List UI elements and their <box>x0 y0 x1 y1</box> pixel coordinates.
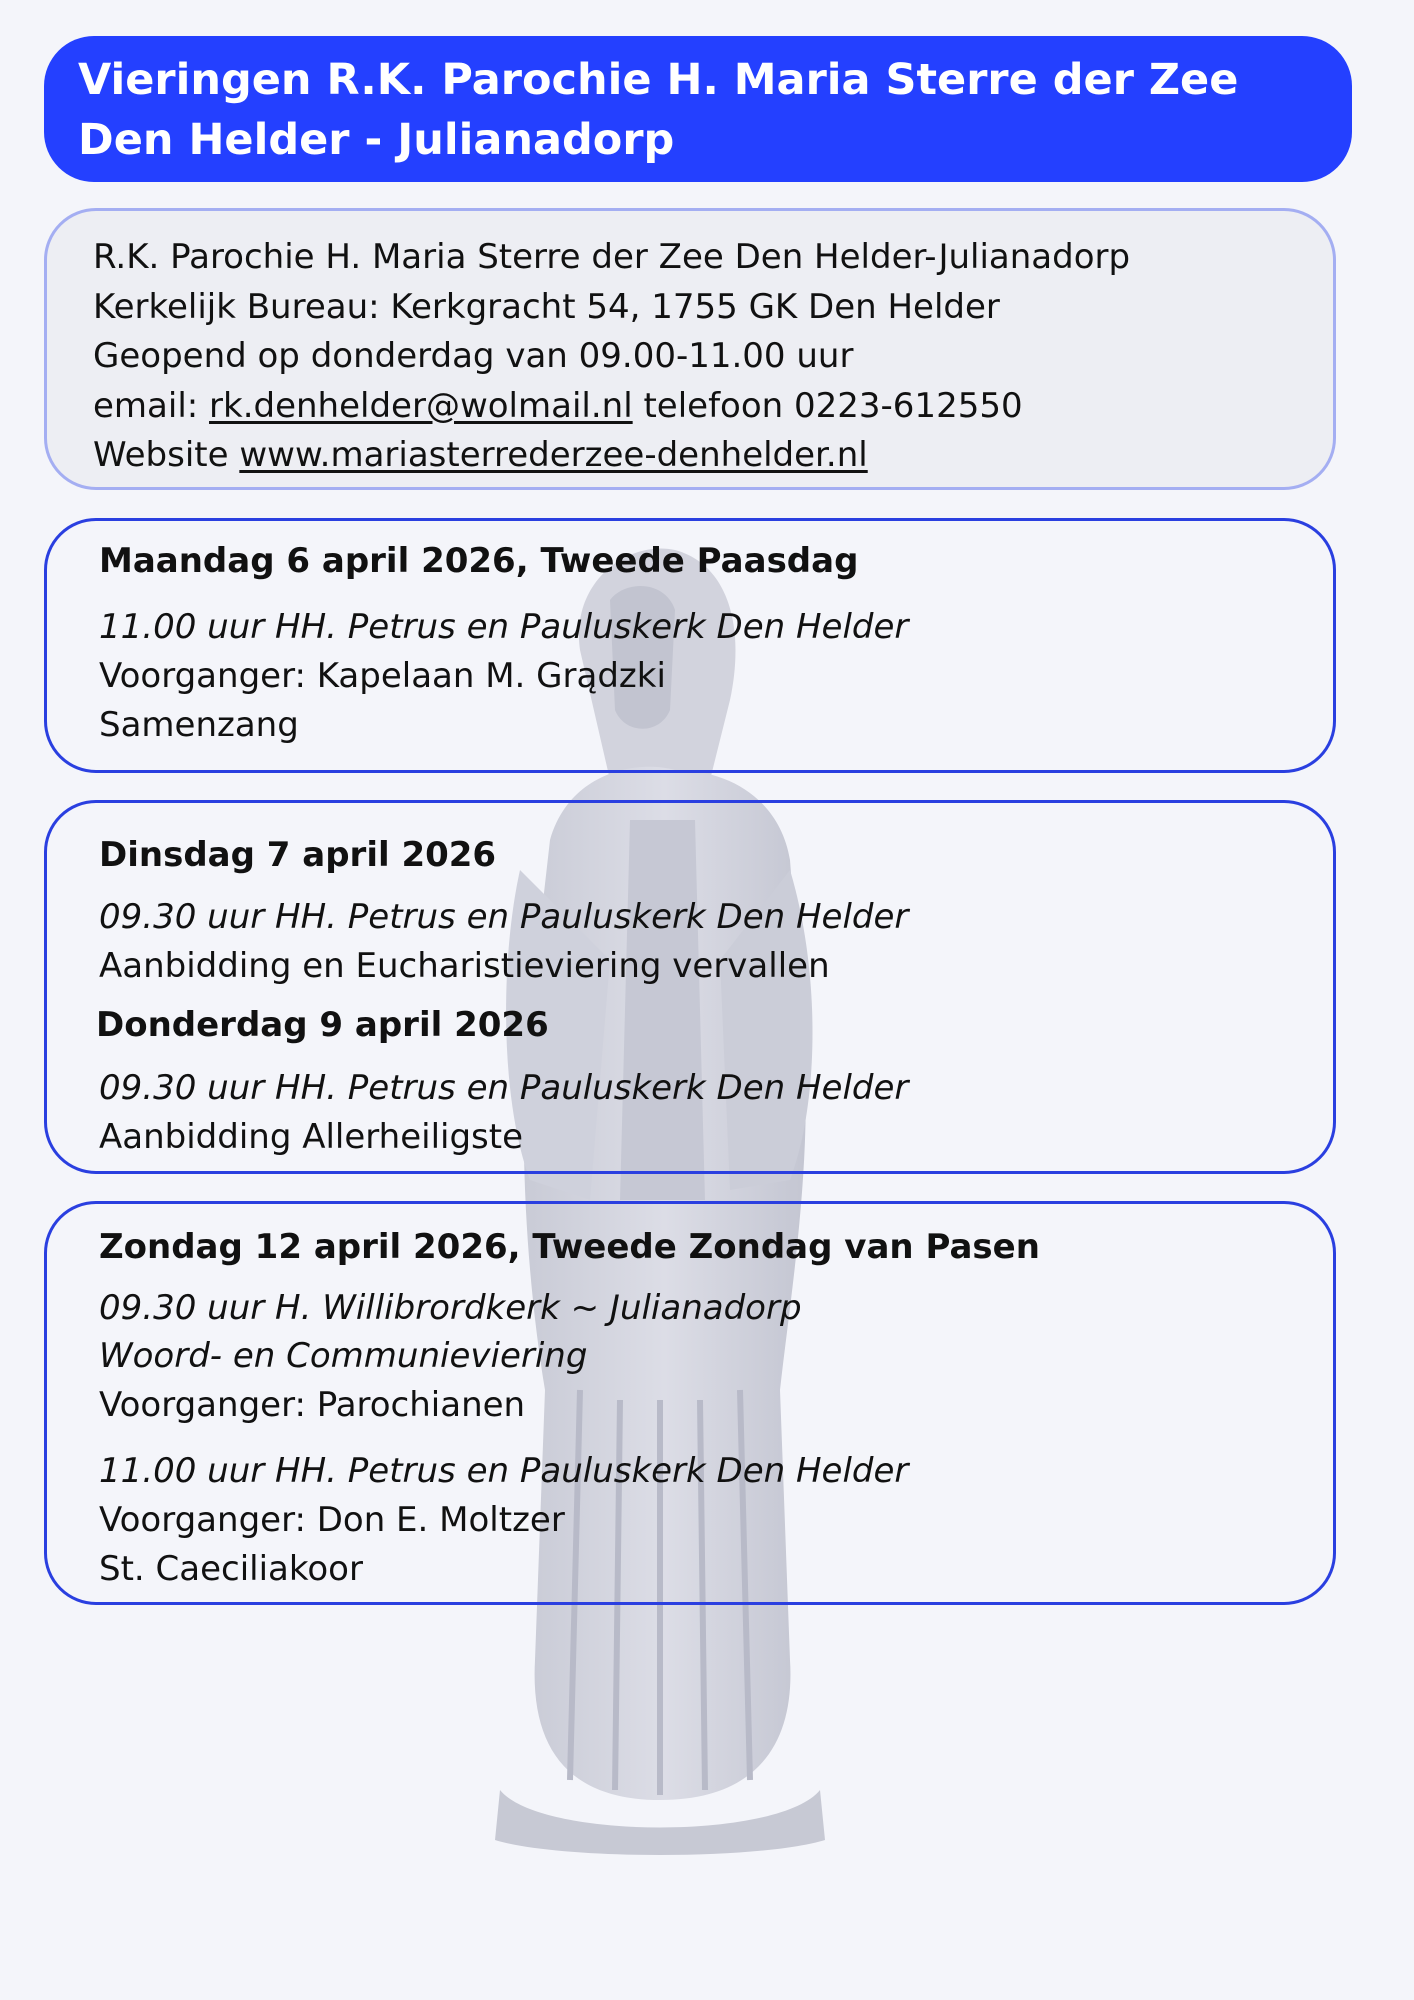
event-time-location: 11.00 uur HH. Petrus en Pauluskerk Den Helder <box>99 607 909 647</box>
event-type-1: Woord- en Communieviering <box>99 1336 588 1376</box>
contact-line <box>93 382 1333 432</box>
parish-info-box <box>44 208 1336 490</box>
event-note-thursday: Aanbidding Allerheiligste <box>99 1117 524 1157</box>
event-music: Samenzang <box>99 705 299 745</box>
event-day-title: Zondag 12 april 2026, Tweede Zondag van Pasen <box>99 1227 1040 1267</box>
event-choir: St. Caeciliakoor <box>99 1549 363 1589</box>
event-note-tuesday: Aanbidding en Eucharistieviering vervallen <box>99 946 830 986</box>
email-label: email: <box>93 385 210 426</box>
parish-name: R.K. Parochie H. Maria Sterre der Zee Den Helder-Julianadorp <box>93 237 1131 277</box>
event-box-weekdays <box>44 800 1336 1174</box>
page-header <box>44 36 1352 182</box>
event-leader-1: Voorganger: Parochianen <box>99 1385 526 1425</box>
office-address: Kerkelijk Bureau: Kerkgracht 54, 1755 GK Den Helder <box>93 286 1000 327</box>
event-day-title: Maandag 6 april 2026, Tweede Paasdag <box>99 541 859 581</box>
website-link[interactable]: www.mariasterrederzee-denhelder.nl <box>239 435 868 475</box>
header-title-line2: Den Helder - Julianadorp <box>78 115 675 165</box>
website-label: Website <box>93 435 240 475</box>
phone-text: telefoon 0223-612550 <box>632 385 1023 426</box>
email-link[interactable]: rk.denhelder@wolmail.nl <box>209 385 633 426</box>
event-time-location-2: 11.00 uur HH. Petrus en Pauluskerk Den Helder <box>99 1451 909 1491</box>
event-day-title-thursday: Donderdag 9 april 2026 <box>96 1005 549 1045</box>
event-leader-2: Voorganger: Don E. Moltzer <box>99 1500 565 1540</box>
event-box-monday <box>44 518 1336 773</box>
header-title-line1: Vieringen R.K. Parochie H. Maria Sterre der Zee <box>78 55 1239 105</box>
event-day-title-tuesday: Dinsdag 7 april 2026 <box>99 835 497 875</box>
event-time-location-tuesday: 09.30 uur HH. Petrus en Pauluskerk Den Helder <box>99 897 909 937</box>
event-leader: Voorganger: Kapelaan M. Grądzki <box>99 656 666 696</box>
event-box-sunday <box>44 1201 1336 1605</box>
website-line <box>93 431 1333 481</box>
office-hours: Geopend op donderdag van 09.00-11.00 uur <box>93 336 854 376</box>
event-time-location-1: 09.30 uur H. Willibrordkerk ~ Julianadorp <box>99 1288 802 1328</box>
event-time-location-thursday: 09.30 uur HH. Petrus en Pauluskerk Den Helder <box>99 1068 909 1108</box>
